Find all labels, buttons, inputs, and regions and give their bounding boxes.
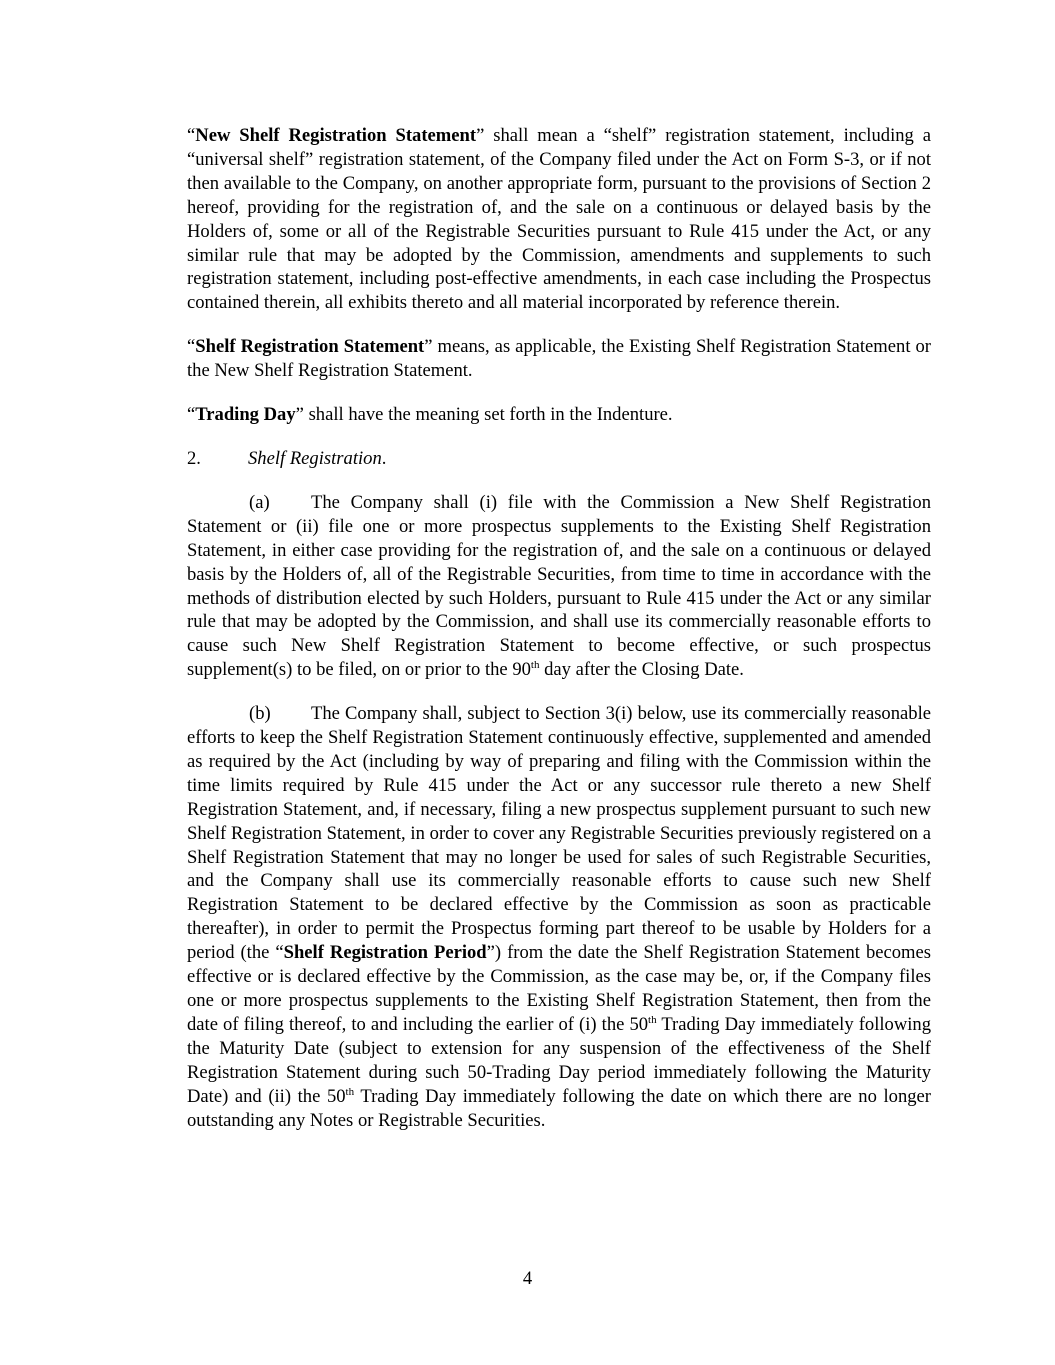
- defined-term: Shelf Registration Statement: [195, 336, 425, 358]
- section-title: Shelf Registration: [248, 447, 382, 469]
- subsection-label: (b): [249, 703, 271, 725]
- defined-term: Shelf Registration Period: [283, 942, 487, 964]
- section-heading: 2. Shelf Registration.: [187, 447, 387, 469]
- section-number: 2.: [187, 447, 201, 469]
- definition-trading-day: “Trading Day” shall have the meaning set forth in the Indenture.: [187, 404, 673, 426]
- definition-text: means, as applicable, the Existing Shelf Registration Statement or the New Shelf Registration Statement.: [187, 336, 931, 382]
- definition-new-shelf-registration-statement: “New Shelf Registration Statement” shall mean a “shelf” registration statement, including a “universal shelf” registration statement, of the Company filed under the Act on Form S-3, or if not then available to the Company, on another appropriate form, pursuant to the provisions of Section 2 hereof, providing for the registration of, and the sale on a continuous or delayed basis by the Holders of, some or all of the Registrable Securities pursuant to Rule 415 under the Act, or any similar rule that may be adopted by the Commission, amendments and supplements to such registration statement, including post-effective amendments, in each case including the Prospectus contained therein, all exhibits thereto and all material incorporated by reference therein.: [187, 125, 931, 314]
- defined-term: New Shelf Registration Statement: [195, 125, 477, 146]
- subsection-a: (a) The Company shall (i) file with the Commission a New Shelf Registration Statement or (ii) file one or more prospectus supplements to the Existing Shelf Registration Statement, in either case providing for the registration of, and the sale on a continuous or delayed basis by the Holders of, all of the Registrable Securities, from time to time in accordance with the methods of distribution elected by such Holders, pursuant to Rule 415 under the Act or any similar rule that may be adopted by the Commission, and shall use its commercially reasonable efforts to cause such New Shelf Registration Statement to become effective, or such prospectus supplement(s) to be filed, on or prior to the 90th day after the Closing Date.: [187, 491, 931, 681]
- page-number: 4: [522, 1268, 533, 1289]
- document-page: [187, 124, 931, 1152]
- definition-text: shall have the meaning set forth in the Indenture.: [303, 404, 673, 426]
- subsection-label: (a): [249, 491, 270, 513]
- subsection-b: (b) The Company shall, subject to Section 3(i) below, use its commercially reasonable efforts to keep the Shelf Registration Statement continuously effective, supplemented and amended as required by the Act (including by way of preparing and filing with the Commission within the time limits required by Rule 415 under the Act or any successor rule thereto a new Shelf Registration Statement, and, if necessary, filing a new prospectus supplement pursuant to such new Shelf Registration Statement, in order to cover any Registrable Securities previously registered on a Shelf Registration Statement that may no longer be used for sales of such Registrable Securities, and the Company shall use its commercially reasonable efforts to cause such new Shelf Registration Statement to be declared effective by the Commission as soon as practicable thereafter), in order to permit the Prospectus forming part thereof to be usable by Holders for a period (the “Shelf Registration Period”) from the date the Shelf Registration Statement becomes effective or is declared effective by the Commission, as the case may be, or, if the Company files one or more prospectus supplements to the Existing Shelf Registration Statement, then from the date of filing thereof, to and including the earlier of (i) the 50th Trading Day immediately following the Maturity Date (subject to extension for any suspension of the effectiveness of the Shelf Registration Statement during such 50-Trading Day period immediately following the Maturity Date) and (ii) the 50th Trading Day immediately following the date on which there are no longer outstanding any Notes or Registrable Securities.: [187, 703, 932, 1131]
- definition-text: shall mean a “shelf” registration statement, including a “universal shelf” registration statement, of the Company filed under the Act on Form S-3, or if not then available to the Company, on another appropriate form, pursuant to the provisions of Section 2 hereof, providing for the registration of, and the sale on a continuous or delayed basis by the Holders of, some or all of the Registrable Securities pursuant to Rule 415 under the Act, or any similar rule that may be adopted by the Commission, amendments and supplements to such registration statement, including post-effective amendments, in each case including the Prospectus contained therein, all exhibits thereto and all material incorporated by reference therein.: [187, 125, 931, 314]
- defined-term: Trading Day: [195, 404, 296, 426]
- definition-shelf-registration-statement: “Shelf Registration Statement” means, as applicable, the Existing Shelf Registration Statement or the New Shelf Registration Statement.: [187, 336, 931, 382]
